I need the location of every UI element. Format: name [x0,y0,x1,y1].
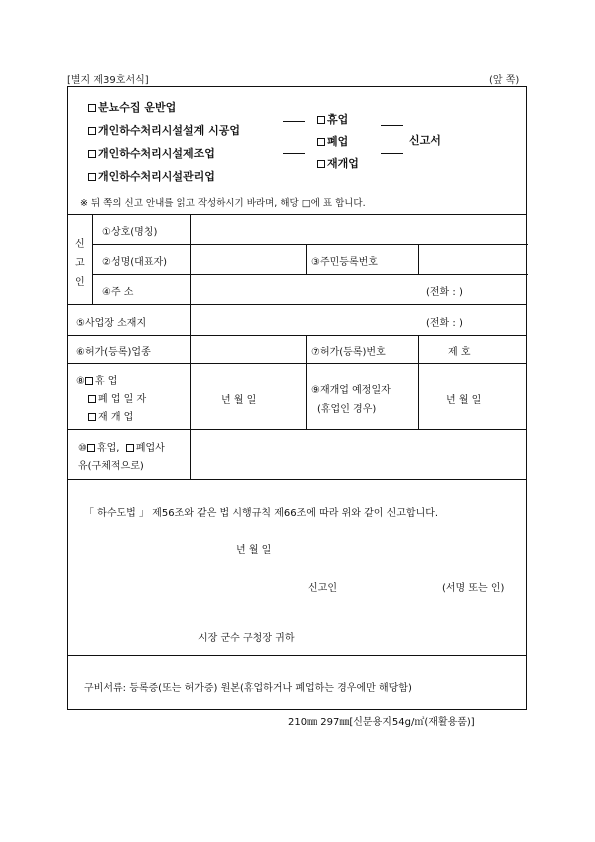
form-title: 신고서 [409,134,441,147]
trade-name-label: ①상호(명칭) [102,227,158,238]
reopen-date-label: ⑨재개업 예정일자 [311,385,391,396]
checkbox-icon[interactable] [88,173,96,181]
reporter-label-3: 인 [75,277,85,288]
applicant-label: 신고인 [308,583,337,594]
permit-business-label: ⑥허가(등록)업종 [76,347,151,358]
checkbox-icon[interactable] [87,444,95,452]
site-location-input[interactable] [192,306,422,333]
report-type-close[interactable]: 폐업 [317,133,348,149]
declaration-date[interactable]: 년 월 일 [236,545,272,556]
checkbox-icon[interactable] [88,104,96,112]
reason-input[interactable] [192,431,526,477]
closure-date[interactable]: 년 월 일 [221,395,257,406]
closure-option-close[interactable]: 폐 업 일 자 [88,390,146,405]
reporter-label-2: 고 [75,258,85,269]
business-option-3[interactable]: 개인하수처리시설제조업 [88,145,215,161]
business-option-2[interactable]: 개인하수처리시설설계 시공업 [88,122,240,138]
checkbox-icon[interactable] [317,138,325,146]
resident-no-label: ③주민등록번호 [311,257,378,268]
reason-label: ⑩ 휴업, 폐업사 [78,443,165,454]
checkbox-icon[interactable] [88,395,96,403]
representative-label: ②성명(대표자) [102,257,168,268]
site-location-label: ⑤사업장 소재지 [76,318,147,329]
checkbox-icon[interactable] [317,160,325,168]
connector-line [381,125,403,126]
permit-no-label: ⑦허가(등록)번호 [311,347,386,358]
closure-option-suspend[interactable]: ⑧ 휴 업 [76,376,118,387]
connector-line [381,153,403,154]
form-number: [별지 제39호서식] [67,75,149,86]
page-side: (앞 쪽) [489,75,520,86]
reporter-label-1: 신 [75,239,85,250]
reopen-date-sublabel: (휴업인 경우) [317,404,377,415]
reopen-date[interactable]: 년 월 일 [446,395,482,406]
signature-label[interactable]: (서명 또는 인) [442,583,505,594]
checkbox-icon[interactable] [126,444,134,452]
report-type-reopen[interactable]: 재개업 [317,155,359,171]
paper-spec: 210㎜ 297㎜[신문용지54g/㎡(재활용품)] [288,717,475,728]
checkbox-icon[interactable] [88,127,96,135]
address-phone[interactable]: (전화 : ) [426,287,463,298]
checkbox-icon[interactable] [88,413,96,421]
checkbox-icon[interactable] [88,150,96,158]
trade-name-input[interactable] [192,216,526,242]
address-label: ④주 소 [102,287,134,298]
representative-input[interactable] [192,246,304,272]
business-option-1[interactable]: 분뇨수집 운반업 [88,99,176,115]
required-documents: 구비서류: 등록증(또는 허가증) 원본(휴업하거나 폐업하는 경우에만 해당함) [84,683,412,694]
connector-line [283,153,305,154]
site-phone[interactable]: (전화 : ) [426,318,463,329]
checkbox-icon[interactable] [85,377,93,385]
reason-label-line2: 유(구체적으로) [78,461,144,472]
permit-business-input[interactable] [192,337,304,361]
closure-option-reopen[interactable]: 재 개 업 [88,408,133,423]
checkbox-icon[interactable] [317,116,325,124]
form-frame [67,86,527,710]
report-type-suspend[interactable]: 휴업 [317,111,348,127]
connector-line [283,121,305,122]
recipient: 시장 군수 구청장 귀하 [198,633,295,644]
address-input[interactable] [192,276,422,302]
business-option-4[interactable]: 개인하수처리시설관리업 [88,168,215,184]
permit-no-value[interactable]: 제 호 [448,347,471,358]
declaration-statement: 「 하수도법 」 제56조와 같은 법 시행규칙 제66조에 따라 위와 같이 신고합니다. [84,508,439,519]
resident-no-input[interactable] [420,246,526,272]
instruction-text: ※ 뒤 쪽의 신고 안내를 읽고 작성하시기 바라며, 해당 □에 표 합니다. [80,198,366,209]
